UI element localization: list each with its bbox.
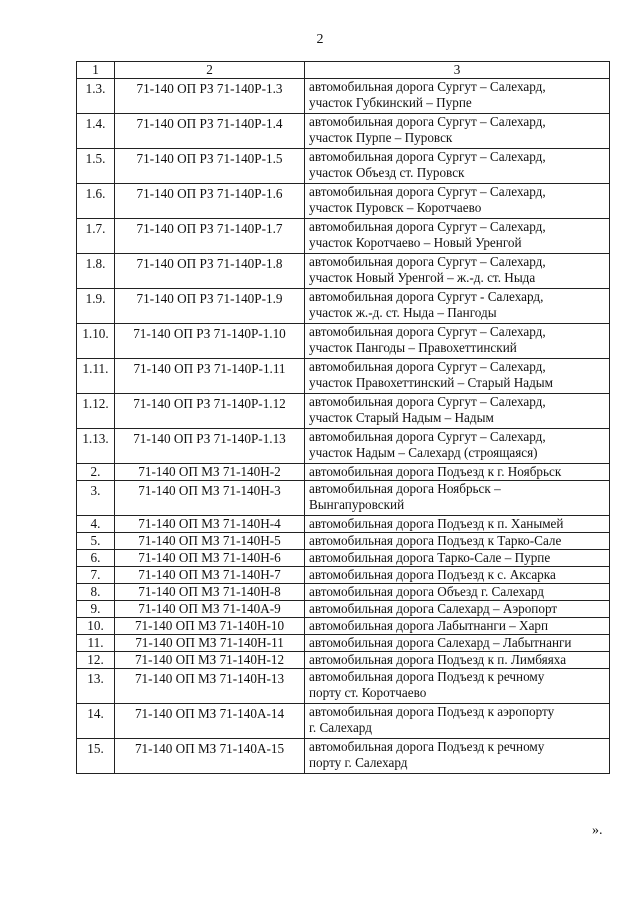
road-description <box>305 79 610 114</box>
table-row <box>77 184 610 219</box>
road-code: 71-140 ОП РЗ 71-140Р-1.13 <box>115 429 305 464</box>
road-description <box>305 669 610 704</box>
row-number: 1.8. <box>77 254 115 289</box>
table-row <box>77 584 610 601</box>
header-col-3: 3 <box>305 62 610 79</box>
row-number: 1.10. <box>77 324 115 359</box>
description-line: участок Коротчаево – Новый Уренгой <box>309 235 522 250</box>
road-code: 71-140 ОП РЗ 71-140Р-1.11 <box>115 359 305 394</box>
row-number: 15. <box>77 739 115 774</box>
row-number: 1.7. <box>77 219 115 254</box>
description-line: участок ж.-д. ст. Ныда – Пангоды <box>309 305 497 320</box>
table-row <box>77 652 610 669</box>
table-row <box>77 567 610 584</box>
row-number: 9. <box>77 601 115 618</box>
row-number: 1.5. <box>77 149 115 184</box>
road-code: 71-140 ОП МЗ 71-140Н-7 <box>115 567 305 584</box>
road-description <box>305 567 610 584</box>
row-number: 13. <box>77 669 115 704</box>
road-code: 71-140 ОП РЗ 71-140Р-1.5 <box>115 149 305 184</box>
road-code: 71-140 ОП РЗ 71-140Р-1.10 <box>115 324 305 359</box>
description-line: автомобильная дорога Сургут – Салехард, <box>309 359 546 374</box>
road-code: 71-140 ОП МЗ 71-140Н-4 <box>115 516 305 533</box>
road-description <box>305 516 610 533</box>
description-line: автомобильная дорога Салехард – Лабытнанги <box>309 635 572 650</box>
table-row <box>77 635 610 652</box>
description-line: участок Новый Уренгой – ж.-д. ст. Ныда <box>309 270 536 285</box>
row-number: 14. <box>77 704 115 739</box>
road-code: 71-140 ОП МЗ 71-140А-14 <box>115 704 305 739</box>
description-line: автомобильная дорога Сургут – Салехард, <box>309 184 546 199</box>
row-number: 1.13. <box>77 429 115 464</box>
description-line: автомобильная дорога Салехард – Аэропорт <box>309 601 558 616</box>
description-line: автомобильная дорога Подъезд к п. Ханымей <box>309 516 564 531</box>
road-description <box>305 114 610 149</box>
description-line: автомобильная дорога Подъезд к речному <box>309 669 545 684</box>
row-number: 1.11. <box>77 359 115 394</box>
row-number: 8. <box>77 584 115 601</box>
table-row <box>77 739 610 774</box>
table-row <box>77 114 610 149</box>
road-code: 71-140 ОП МЗ 71-140Н-11 <box>115 635 305 652</box>
road-description <box>305 601 610 618</box>
description-line: участок Пурпе – Пуровск <box>309 130 453 145</box>
description-line: автомобильная дорога Лабытнанги – Харп <box>309 618 549 633</box>
table-header-row <box>77 62 610 79</box>
description-line: автомобильная дорога Подъезд к речному <box>309 739 545 754</box>
description-line: участок Губкинский – Пурпе <box>309 95 472 110</box>
description-line: автомобильная дорога Подъезд к г. Ноябрьск <box>309 464 562 479</box>
description-line: участок Объезд ст. Пуровск <box>309 165 465 180</box>
road-code: 71-140 ОП МЗ 71-140Н-12 <box>115 652 305 669</box>
road-description <box>305 324 610 359</box>
table-row <box>77 481 610 516</box>
row-number: 6. <box>77 550 115 567</box>
description-line: автомобильная дорога Подъезд к п. Лимбяяха <box>309 652 567 667</box>
row-number: 5. <box>77 533 115 550</box>
page-number: 2 <box>316 32 324 47</box>
table-row <box>77 550 610 567</box>
road-code: 71-140 ОП РЗ 71-140Р-1.6 <box>115 184 305 219</box>
table-row <box>77 516 610 533</box>
description-line: автомобильная дорога Ноябрьск – <box>309 481 501 496</box>
description-line: автомобильная дорога Сургут - Салехард, <box>309 289 544 304</box>
table-row <box>77 359 610 394</box>
header-col-2: 2 <box>115 62 305 79</box>
description-line: участок Пуровск – Коротчаево <box>309 200 482 215</box>
road-description <box>305 149 610 184</box>
row-number: 1.12. <box>77 394 115 429</box>
roads-table <box>76 61 610 774</box>
description-line: участок Пангоды – Правохеттинский <box>309 340 517 355</box>
description-line: автомобильная дорога Сургут – Салехард, <box>309 254 546 269</box>
description-line: автомобильная дорога Сургут – Салехард, <box>309 324 546 339</box>
road-code: 71-140 ОП МЗ 71-140Н-5 <box>115 533 305 550</box>
description-line: автомобильная дорога Сургут – Салехард, <box>309 149 546 164</box>
description-line: автомобильная дорога Объезд г. Салехард <box>309 584 544 599</box>
table-row <box>77 289 610 324</box>
description-line: участок Старый Надым – Надым <box>309 410 494 425</box>
road-code: 71-140 ОП МЗ 71-140Н-2 <box>115 464 305 481</box>
description-line: г. Салехард <box>309 720 372 735</box>
road-code: 71-140 ОП МЗ 71-140Н-10 <box>115 618 305 635</box>
row-number: 1.9. <box>77 289 115 324</box>
road-description <box>305 635 610 652</box>
road-description <box>305 550 610 567</box>
description-line: автомобильная дорога Подъезд к с. Аксарка <box>309 567 556 582</box>
description-line: автомобильная дорога Сургут – Салехард, <box>309 79 546 94</box>
table-row <box>77 254 610 289</box>
road-code: 71-140 ОП РЗ 71-140Р-1.7 <box>115 219 305 254</box>
road-code: 71-140 ОП РЗ 71-140Р-1.3 <box>115 79 305 114</box>
row-number: 3. <box>77 481 115 516</box>
table-row <box>77 324 610 359</box>
description-line: автомобильная дорога Сургут – Салехард, <box>309 429 546 444</box>
description-line: участок Надым – Салехард (строящаяся) <box>309 445 538 460</box>
table-body <box>77 79 610 774</box>
description-line: автомобильная дорога Сургут – Салехард, <box>309 394 546 409</box>
road-code: 71-140 ОП МЗ 71-140А-9 <box>115 601 305 618</box>
row-number: 10. <box>77 618 115 635</box>
road-description <box>305 289 610 324</box>
description-line: автомобильная дорога Сургут – Салехард, <box>309 114 546 129</box>
header-col-1: 1 <box>77 62 115 79</box>
table-row <box>77 533 610 550</box>
description-line: автомобильная дорога Подъезд к аэропорту <box>309 704 555 719</box>
table-row <box>77 601 610 618</box>
road-code: 71-140 ОП МЗ 71-140Н-8 <box>115 584 305 601</box>
description-line: автомобильная дорога Сургут – Салехард, <box>309 219 546 234</box>
road-description <box>305 618 610 635</box>
road-description <box>305 652 610 669</box>
description-line: участок Правохеттинский – Старый Надым <box>309 375 554 390</box>
row-number: 1.4. <box>77 114 115 149</box>
table-row <box>77 219 610 254</box>
table-row <box>77 394 610 429</box>
road-description <box>305 481 610 516</box>
row-number: 1.6. <box>77 184 115 219</box>
road-code: 71-140 ОП МЗ 71-140Н-13 <box>115 669 305 704</box>
description-line: порту г. Салехард <box>309 755 408 770</box>
road-code: 71-140 ОП МЗ 71-140Н-6 <box>115 550 305 567</box>
road-code: 71-140 ОП РЗ 71-140Р-1.9 <box>115 289 305 324</box>
table-row <box>77 429 610 464</box>
description-line: автомобильная дорога Тарко-Сале – Пурпе <box>309 550 551 565</box>
row-number: 7. <box>77 567 115 584</box>
table-row <box>77 618 610 635</box>
description-line: Вынгапуровский <box>309 497 405 512</box>
road-description <box>305 429 610 464</box>
road-description <box>305 394 610 429</box>
road-code: 71-140 ОП МЗ 71-140Н-3 <box>115 481 305 516</box>
road-description <box>305 739 610 774</box>
table-row <box>77 669 610 704</box>
road-description <box>305 219 610 254</box>
road-code: 71-140 ОП РЗ 71-140Р-1.8 <box>115 254 305 289</box>
row-number: 1.3. <box>77 79 115 114</box>
road-description <box>305 704 610 739</box>
description-line: порту ст. Коротчаево <box>309 685 427 700</box>
closing-mark: ». <box>592 823 603 838</box>
road-description <box>305 254 610 289</box>
row-number: 4. <box>77 516 115 533</box>
road-code: 71-140 ОП РЗ 71-140Р-1.4 <box>115 114 305 149</box>
table-row <box>77 149 610 184</box>
row-number: 11. <box>77 635 115 652</box>
table-row <box>77 704 610 739</box>
road-code: 71-140 ОП МЗ 71-140А-15 <box>115 739 305 774</box>
road-description <box>305 464 610 481</box>
table-row <box>77 464 610 481</box>
road-description <box>305 533 610 550</box>
road-code: 71-140 ОП РЗ 71-140Р-1.12 <box>115 394 305 429</box>
description-line: автомобильная дорога Подъезд к Тарко-Сале <box>309 533 562 548</box>
road-description <box>305 359 610 394</box>
row-number: 2. <box>77 464 115 481</box>
road-description <box>305 584 610 601</box>
road-description <box>305 184 610 219</box>
table-row <box>77 79 610 114</box>
row-number: 12. <box>77 652 115 669</box>
